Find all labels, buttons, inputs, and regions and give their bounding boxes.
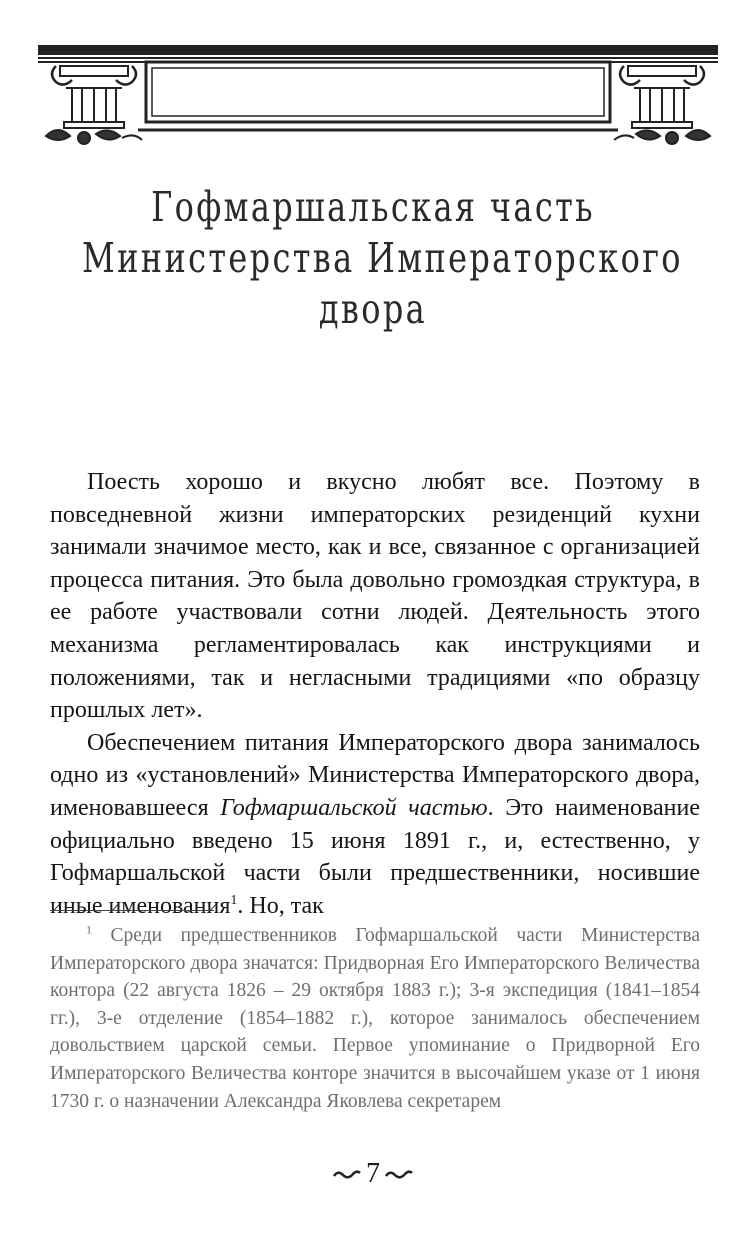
chapter-title-line: Министерства Императорского: [82, 234, 683, 282]
page-number: [0, 1158, 746, 1190]
page-number-value: 7: [366, 1158, 380, 1189]
chapter-title-line: двора: [318, 285, 428, 333]
paragraph-text: Обеспечением питания Императорского двора занималось одно из «установлений» Министерства Императорского двора, именовавшееся: [50, 729, 700, 821]
footnote-reference: 1: [230, 892, 238, 908]
paragraph: [50, 727, 700, 923]
emphasized-term: Гофмаршальской частью: [220, 794, 488, 821]
paragraph-text: . Это наименование официально введено 15 июня 1891 г., и, естественно, у Гофмаршальской части были предшественники, носившие иные именования: [50, 794, 700, 919]
footnote: [50, 922, 700, 1115]
paragraph: Поесть хорошо и вкусно любят все. Поэтому в повседневной жизни императорских резиденций кухни занимали значимое место, как и все, связанное с организацией процесса питания. Это была довольно громоздкая структура, в ее работе участвовали сотни людей. Деятельность этого механизма регламентировалась как инструкциями и положениями, так и негласными традициями «по образцу прошлых лет».: [50, 469, 700, 724]
footnote-text: [50, 922, 700, 1115]
footnote-marker: 1: [86, 922, 92, 937]
chapter-title: [82, 182, 683, 335]
header-ornament: [38, 40, 718, 150]
flourish-right-icon: [384, 1167, 414, 1181]
chapter-title-line: Гофмаршальская часть: [151, 183, 595, 231]
footnote-divider: [50, 910, 214, 911]
flourish-left-icon: [332, 1167, 362, 1181]
body-text: [50, 466, 700, 922]
footnote-body: Среди предшественников Гофмаршальской части Министерства Императорского двора значатся: Придворная Его Императорского Величества контора (22 августа 1826 – 29 октября 1883 г.); 3-я экспедиция (1841–1854 гг.), 3-е отделение (1854–1882 г.), которое занималось обеспечением довольствием царской семьи. Первое упоминание о Придворной Его Императорского Величества конторе значится в высочайшем указе от 1 июня 1730 г. о назначении Александра Яковлева секретарем: [50, 925, 700, 1112]
paragraph-text: . Но, так: [237, 892, 324, 919]
